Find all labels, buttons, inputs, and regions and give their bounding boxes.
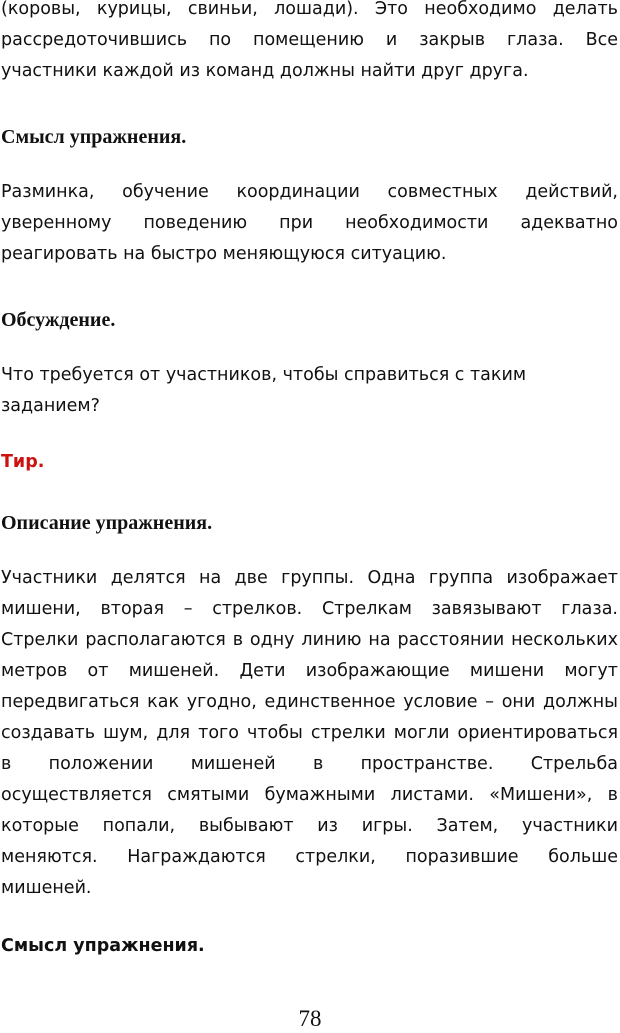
text-line: метров от мишеней. Дети изображающие мишени могут	[1, 661, 618, 681]
text-line: в положении мишеней в пространстве. Стрельба	[1, 754, 618, 774]
section-heading-meaning: Смысл упражнения.	[1, 126, 187, 148]
page-number: 78	[298, 1006, 322, 1031]
text-line: уверенному поведению при необходимости адекватно	[1, 213, 618, 233]
text-line: Участники делятся на две группы. Одна группа изображает	[1, 568, 618, 588]
section-heading-meaning: Смысл упражнения.	[1, 936, 205, 956]
intro-paragraph	[1, 0, 618, 87]
discussion-paragraph	[1, 360, 618, 422]
text-line: Стрелки располагаются в одну линию на расстоянии нескольких	[1, 630, 618, 650]
text-line: передвигаться как угодно, единственное условие – они должны	[1, 692, 618, 712]
text-line: меняются. Награждаются стрелки, поразившие больше	[1, 847, 618, 867]
exercise-title: Тир.	[1, 452, 45, 472]
description-paragraph	[1, 563, 618, 904]
text-line: Что требуется от участников, чтобы справиться с таким	[1, 365, 527, 385]
text-line: реагировать на быстро меняющуюся ситуацию.	[1, 244, 447, 264]
text-line: мишеней.	[1, 878, 92, 898]
text-line: мишени, вторая – стрелков. Стрелкам завязывают глаза.	[1, 599, 618, 619]
text-line: заданием?	[1, 396, 100, 416]
text-line: участники каждой из команд должны найти друг друга.	[1, 61, 529, 81]
text-line: осуществляется смятыми бумажными листами. «Мишени», в	[1, 785, 618, 805]
meaning-paragraph	[1, 177, 618, 270]
text-line: Разминка, обучение координации совместных действий,	[1, 182, 618, 202]
section-heading-description: Описание упражнения.	[1, 512, 213, 534]
text-line: рассредоточившись по помещению и закрыв глаза. Все	[1, 30, 618, 50]
text-line: (коровы, курицы, свиньи, лошади). Это необходимо делать	[1, 0, 618, 19]
text-line: создавать шум, для того чтобы стрелки могли ориентироваться	[1, 723, 618, 743]
section-heading-discussion: Обсуждение.	[1, 309, 116, 331]
text-line: которые попали, выбывают из игры. Затем, участники	[1, 816, 618, 836]
